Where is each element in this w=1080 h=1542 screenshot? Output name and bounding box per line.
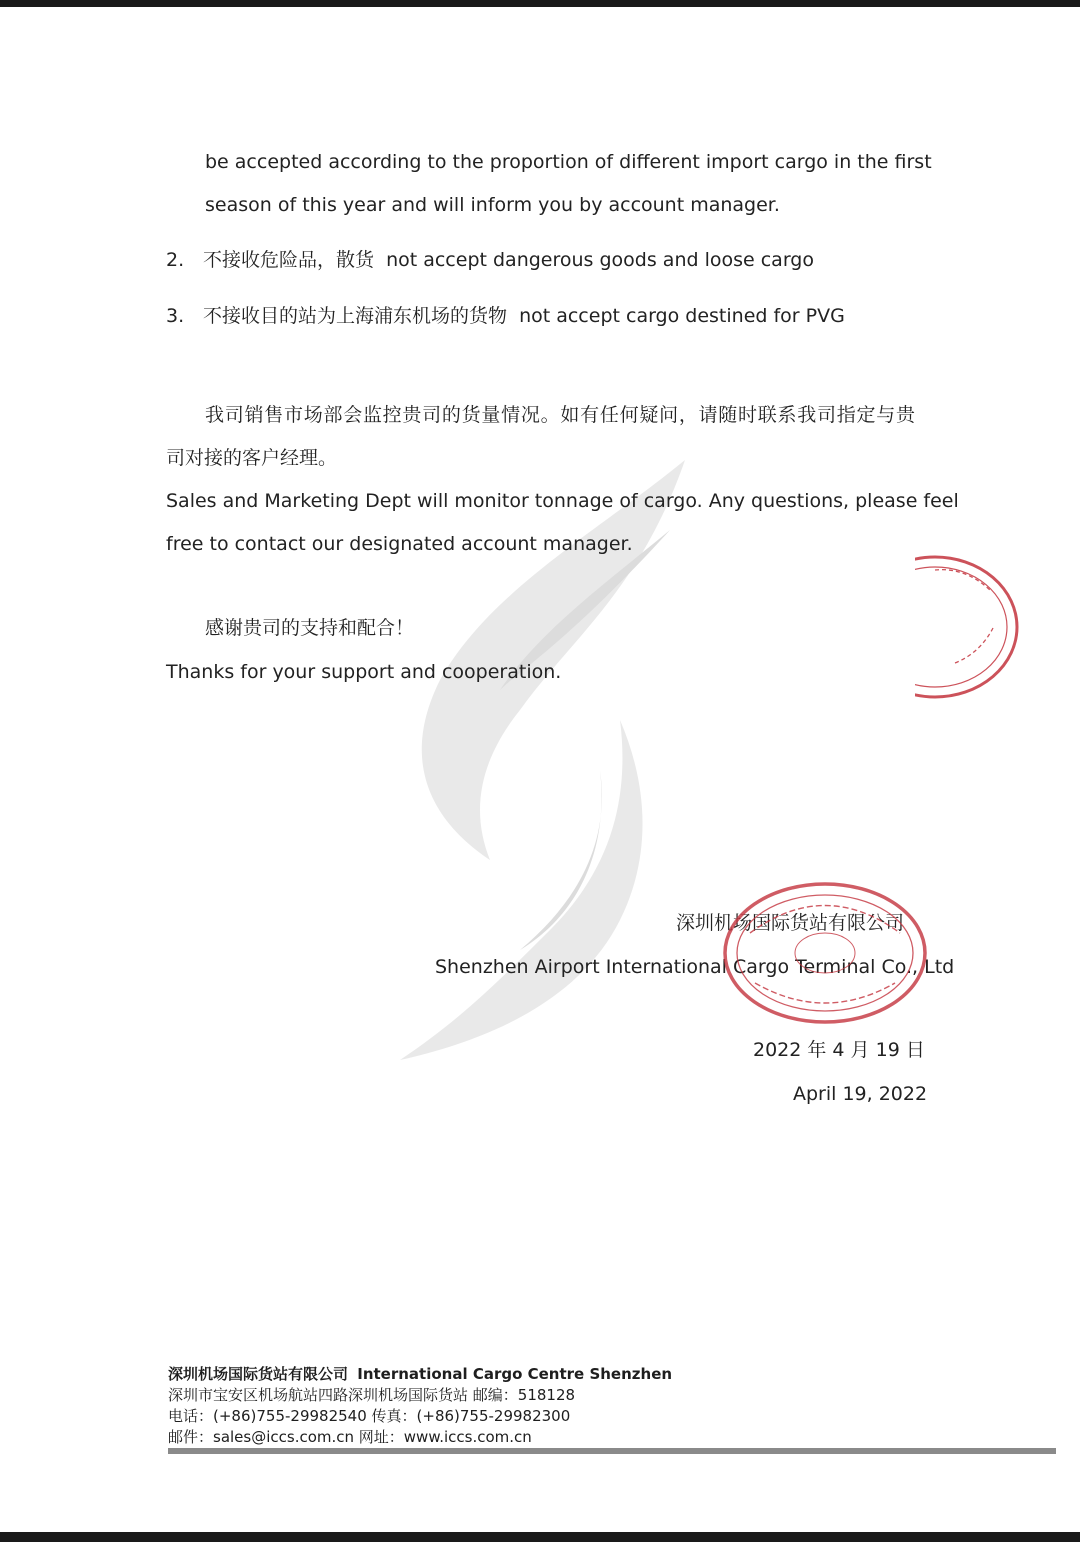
list-item-2-chinese: 不接收危险品，散货 xyxy=(203,249,375,271)
footer-phone-fax: 电话：(+86)755-29982540 传真：(+86)755-29982300 xyxy=(168,1407,571,1425)
footer-company-english: International Cargo Centre Shenzhen xyxy=(357,1365,673,1383)
footer-divider xyxy=(168,1448,1056,1454)
monitor-chinese-line2: 司对接的客户经理。 xyxy=(166,447,338,469)
list-item-3-chinese: 不接收目的站为上海浦东机场的货物 xyxy=(203,305,508,327)
list-item-2-english: not accept dangerous goods and loose cargo xyxy=(386,249,814,271)
paragraph1-line2: season of this year and will inform you by account manager. xyxy=(205,194,780,216)
page-edge-seal xyxy=(915,550,1025,705)
monitor-english-line1: Sales and Marketing Dept will monitor tonnage of cargo. Any questions, please feel xyxy=(166,490,959,512)
footer-email-website: 邮件：sales@iccs.com.cn 网址：www.iccs.com.cn xyxy=(168,1428,532,1446)
signature-date-chinese: 2022 年 4 月 19 日 xyxy=(753,1039,925,1061)
company-seal xyxy=(720,878,930,1028)
thanks-chinese: 感谢贵司的支持和配合！ xyxy=(205,617,415,639)
footer-address: 深圳市宝安区机场航站四路深圳机场国际货站 邮编：518128 xyxy=(168,1386,576,1404)
thanks-english: Thanks for your support and cooperation. xyxy=(166,661,562,683)
list-item-3-number: 3. xyxy=(166,305,185,327)
signature-company-english: Shenzhen Airport International Cargo Terminal Co., Ltd xyxy=(435,956,955,978)
list-item-2 xyxy=(203,248,814,272)
monitor-chinese-line1: 我司销售市场部会监控贵司的货量情况。如有任何疑问，请随时联系我司指定与贵 xyxy=(205,404,915,426)
list-item-2-number: 2. xyxy=(166,249,185,271)
signature-date-english: April 19, 2022 xyxy=(793,1083,928,1105)
top-edge-bar xyxy=(0,0,1080,7)
bottom-edge-bar xyxy=(0,1532,1080,1542)
paragraph1-line1: be accepted according to the proportion of different import cargo in the first xyxy=(205,151,932,173)
list-item-3 xyxy=(203,304,845,328)
footer-company-chinese: 深圳机场国际货站有限公司 xyxy=(168,1365,349,1383)
list-item-3-english: not accept cargo destined for PVG xyxy=(519,305,845,327)
footer-company xyxy=(168,1364,672,1384)
signature-company-chinese: 深圳机场国际货站有限公司 xyxy=(676,912,905,934)
monitor-english-line2: free to contact our designated account manager. xyxy=(166,533,633,555)
